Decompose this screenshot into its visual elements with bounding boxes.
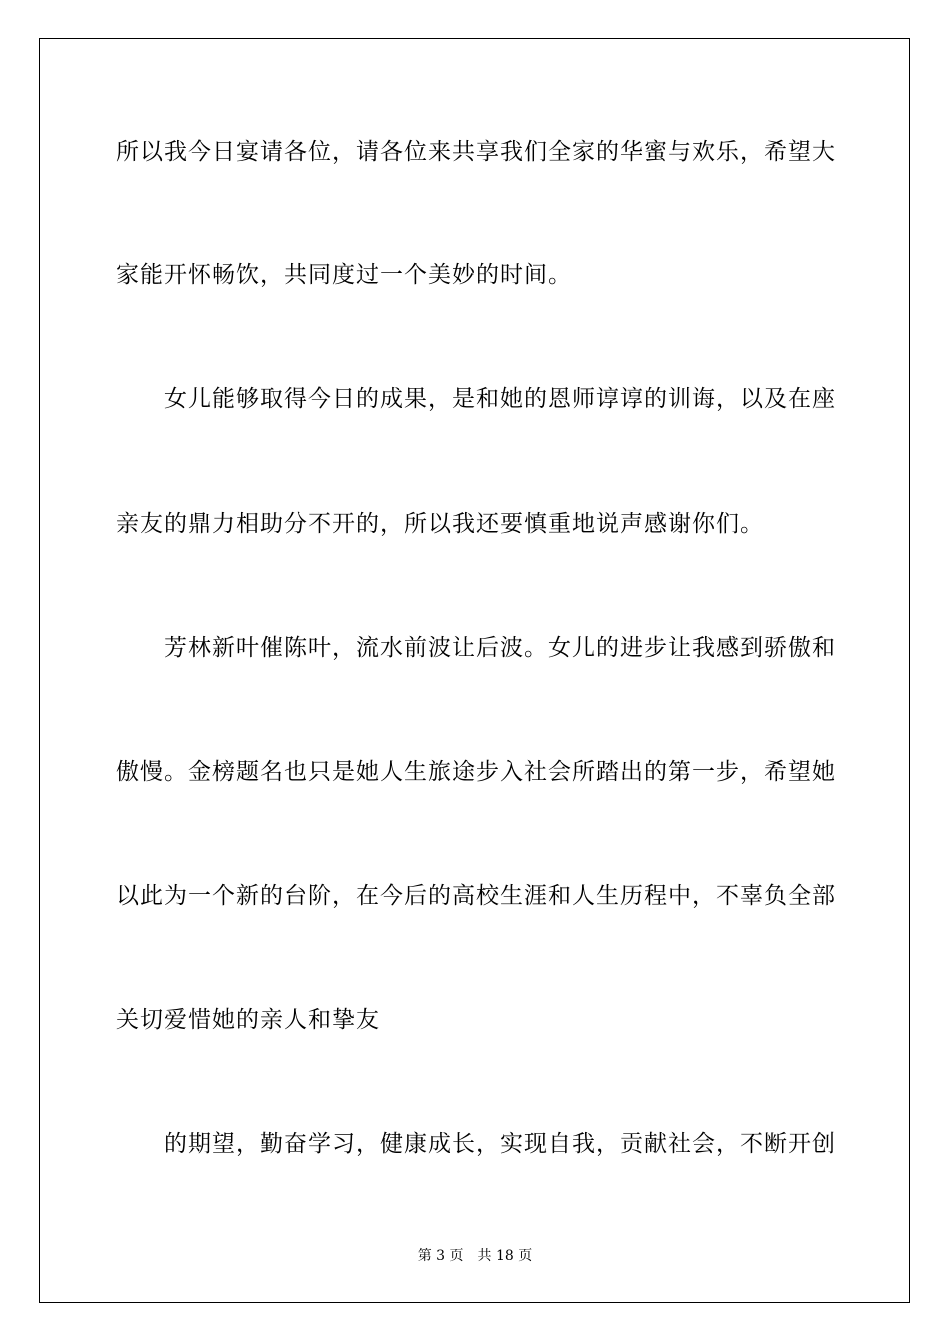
- page-number-footer: 第 3 页 共 18 页: [417, 1248, 533, 1264]
- text-line-3: 女儿能够取得今日的成果，是和她的恩师谆谆的训诲，以及在座: [116, 386, 836, 412]
- text-line-4: 亲友的鼎力相助分不开的，所以我还要慎重地说声感谢你们。: [116, 511, 764, 537]
- text-line-8: 关切爱惜她的亲人和挚友: [116, 1007, 380, 1033]
- text-line-5: 芳林新叶催陈叶，流水前波让后波。女儿的进步让我感到骄傲和: [116, 635, 836, 661]
- text-line-1: 所以我今日宴请各位，请各位来共享我们全家的华蜜与欢乐，希望大: [116, 139, 836, 165]
- text-line-9: 的期望，勤奋学习，健康成长，实现自我，贡献社会，不断开创: [116, 1131, 836, 1157]
- page-border: [39, 38, 910, 1303]
- text-line-7: 以此为一个新的台阶，在今后的高校生涯和人生历程中，不辜负全部: [116, 883, 836, 909]
- text-line-6: 傲慢。金榜题名也只是她人生旅途步入社会所踏出的第一步，希望她: [116, 759, 836, 785]
- text-line-2: 家能开怀畅饮，共同度过一个美妙的时间。: [116, 262, 572, 288]
